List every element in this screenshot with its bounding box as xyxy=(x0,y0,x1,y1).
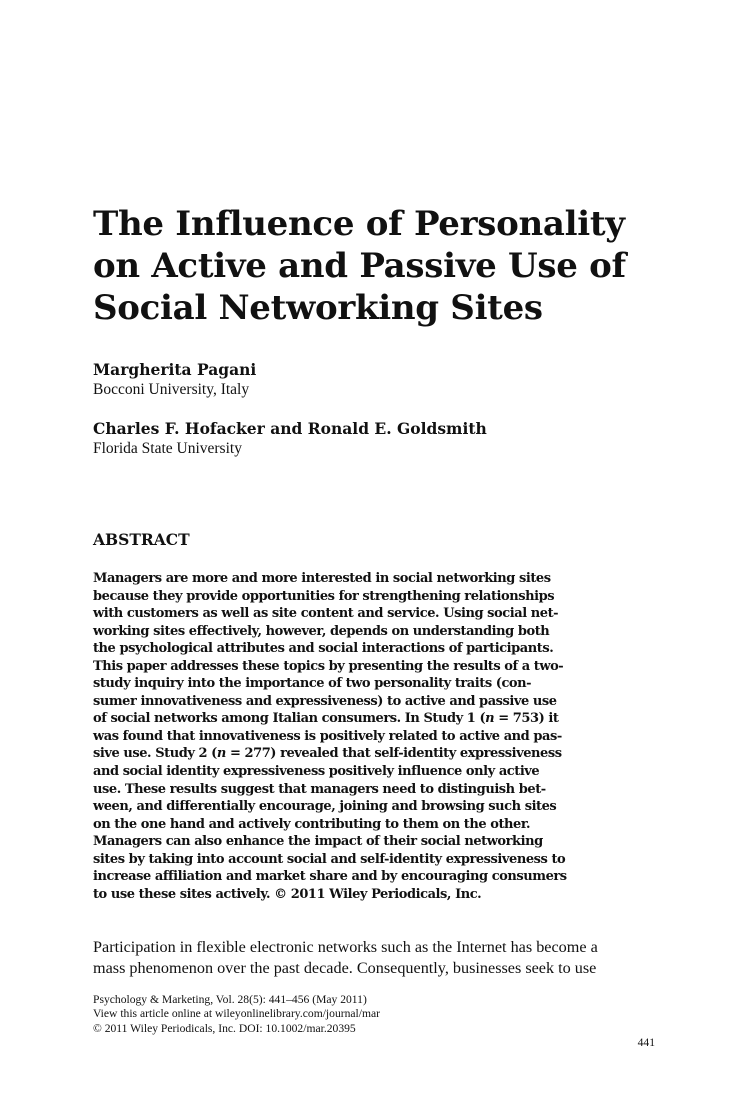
abstract-line: Managers are more and more interested in social networking sites xyxy=(93,571,551,586)
abstract-line: of social networks among Italian consumers. In Study 1 (n = 753) it xyxy=(93,711,559,727)
abstract-line: This paper addresses these topics by presenting the results of a two- xyxy=(93,658,564,674)
abstract-line: sive use. Study 2 (n = 277) revealed that self-identity expressiveness xyxy=(93,746,562,762)
abstract-line: sites by taking into account social and self-identity expressiveness to xyxy=(93,851,566,867)
abstract-line: use. These results suggest that managers need to distinguish bet- xyxy=(93,781,546,797)
abstract-line: increase affiliation and market share and by encouraging consumers xyxy=(93,869,567,885)
body-line: Participation in flexible electronic networks such as the Internet has become a xyxy=(93,938,598,956)
abstract-line: and social identity expressiveness positively influence only active xyxy=(93,764,540,780)
abstract-line: on the one hand and actively contributing to them on the other. xyxy=(93,816,531,832)
abstract-line: was found that innovativeness is positively related to active and pas- xyxy=(93,728,562,744)
article-title-line: The Influence of Personality xyxy=(93,204,625,244)
author-group-1 xyxy=(93,360,256,400)
body-paragraph xyxy=(93,937,663,979)
abstract-line: study inquiry into the importance of two personality traits (con- xyxy=(93,676,532,692)
citation-line: View this article online at wileyonlinelibrary.com/journal/mar xyxy=(93,1007,381,1021)
author-name: Margherita Pagani xyxy=(93,360,257,379)
abstract-line: with customers as well as site content and service. Using social net- xyxy=(93,606,559,622)
abstract-line: sumer innovativeness and expressiveness) to active and passive use xyxy=(93,693,557,709)
citation-footer xyxy=(93,993,380,1036)
author-name: Charles F. Hofacker and Ronald E. Goldsmith xyxy=(93,419,487,438)
author-group-2 xyxy=(93,419,487,459)
abstract-line: working sites effectively, however, depends on understanding both xyxy=(93,623,550,639)
author-affiliation: Bocconi University, Italy xyxy=(93,381,250,398)
article-title-line: on Active and Passive Use of xyxy=(93,246,626,286)
abstract-line: to use these sites actively. © 2011 Wiley Periodicals, Inc. xyxy=(93,886,482,902)
abstract-body xyxy=(93,570,663,903)
body-line: mass phenomenon over the past decade. Consequently, businesses seek to use xyxy=(93,959,597,977)
abstract-line: because they provide opportunities for strengthening relationships xyxy=(93,588,555,604)
abstract-line: the psychological attributes and social interactions of participants. xyxy=(93,641,554,657)
abstract-heading: ABSTRACT xyxy=(93,530,190,549)
abstract-line: ween, and differentially encourage, joining and browsing such sites xyxy=(93,799,557,815)
citation-line: © 2011 Wiley Periodicals, Inc. DOI: 10.1002/mar.20395 xyxy=(93,1021,356,1035)
citation-line: Psychology & Marketing, Vol. 28(5): 441–456 (May 2011) xyxy=(93,993,367,1006)
article-title xyxy=(93,203,713,329)
abstract-line: Managers can also enhance the impact of their social networking xyxy=(93,834,543,850)
author-affiliation: Florida State University xyxy=(93,440,242,457)
article-title-line: Social Networking Sites xyxy=(93,288,543,328)
page-number: 441 xyxy=(637,1036,655,1049)
